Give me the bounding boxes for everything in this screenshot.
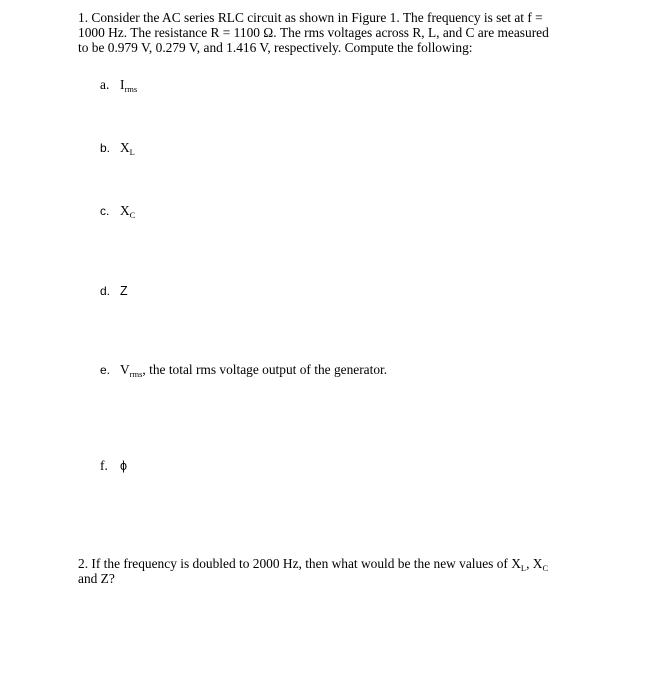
question-1-line-3: to be 0.979 V, 0.279 V, and 1.416 V, respectively. Compute the following: bbox=[78, 40, 473, 55]
part-f bbox=[100, 458, 127, 474]
question-1-line-2: 1000 Hz. The resistance R = 1100 Ω. The rms voltages across R, L, and C are measured bbox=[78, 25, 549, 40]
part-c-subscript: C bbox=[129, 210, 136, 220]
part-e bbox=[100, 362, 387, 378]
part-a-symbol: I bbox=[120, 77, 125, 92]
part-c-letter: c. bbox=[100, 204, 110, 218]
question-2-mid: , X bbox=[526, 556, 543, 571]
part-b-letter: b. bbox=[100, 141, 111, 155]
question-1 bbox=[78, 10, 578, 55]
part-a bbox=[100, 77, 137, 92]
question-2-text: 2. If the frequency is doubled to 2000 Hz, then what would be the new values of X bbox=[78, 556, 521, 571]
question-2 bbox=[78, 556, 578, 586]
question-2-sub-l: L bbox=[520, 563, 527, 573]
part-b bbox=[100, 140, 135, 156]
part-e-symbol: V bbox=[120, 362, 130, 377]
question-2-sub-c: C bbox=[542, 563, 549, 573]
part-c bbox=[100, 203, 135, 219]
part-d-symbol: Z bbox=[120, 284, 128, 298]
part-f-symbol: ϕ bbox=[120, 459, 128, 473]
question-2-line-2: and Z? bbox=[78, 571, 115, 586]
part-b-symbol: X bbox=[120, 140, 130, 155]
part-a-letter: a. bbox=[100, 77, 110, 92]
part-d bbox=[100, 283, 128, 299]
question-1-line-1: 1. Consider the AC series RLC circuit as shown in Figure 1. The frequency is set at f = bbox=[78, 10, 543, 25]
part-d-letter: d. bbox=[100, 284, 111, 298]
part-e-text: , the total rms voltage output of the generator. bbox=[142, 362, 388, 377]
part-e-subscript: rms bbox=[129, 369, 143, 379]
question-2-line-1 bbox=[78, 556, 578, 571]
part-c-symbol: X bbox=[120, 203, 130, 218]
part-f-letter: f. bbox=[100, 458, 108, 473]
part-e-letter: e. bbox=[100, 363, 111, 377]
part-a-subscript: rms bbox=[124, 84, 138, 94]
part-b-subscript: L bbox=[129, 147, 135, 157]
